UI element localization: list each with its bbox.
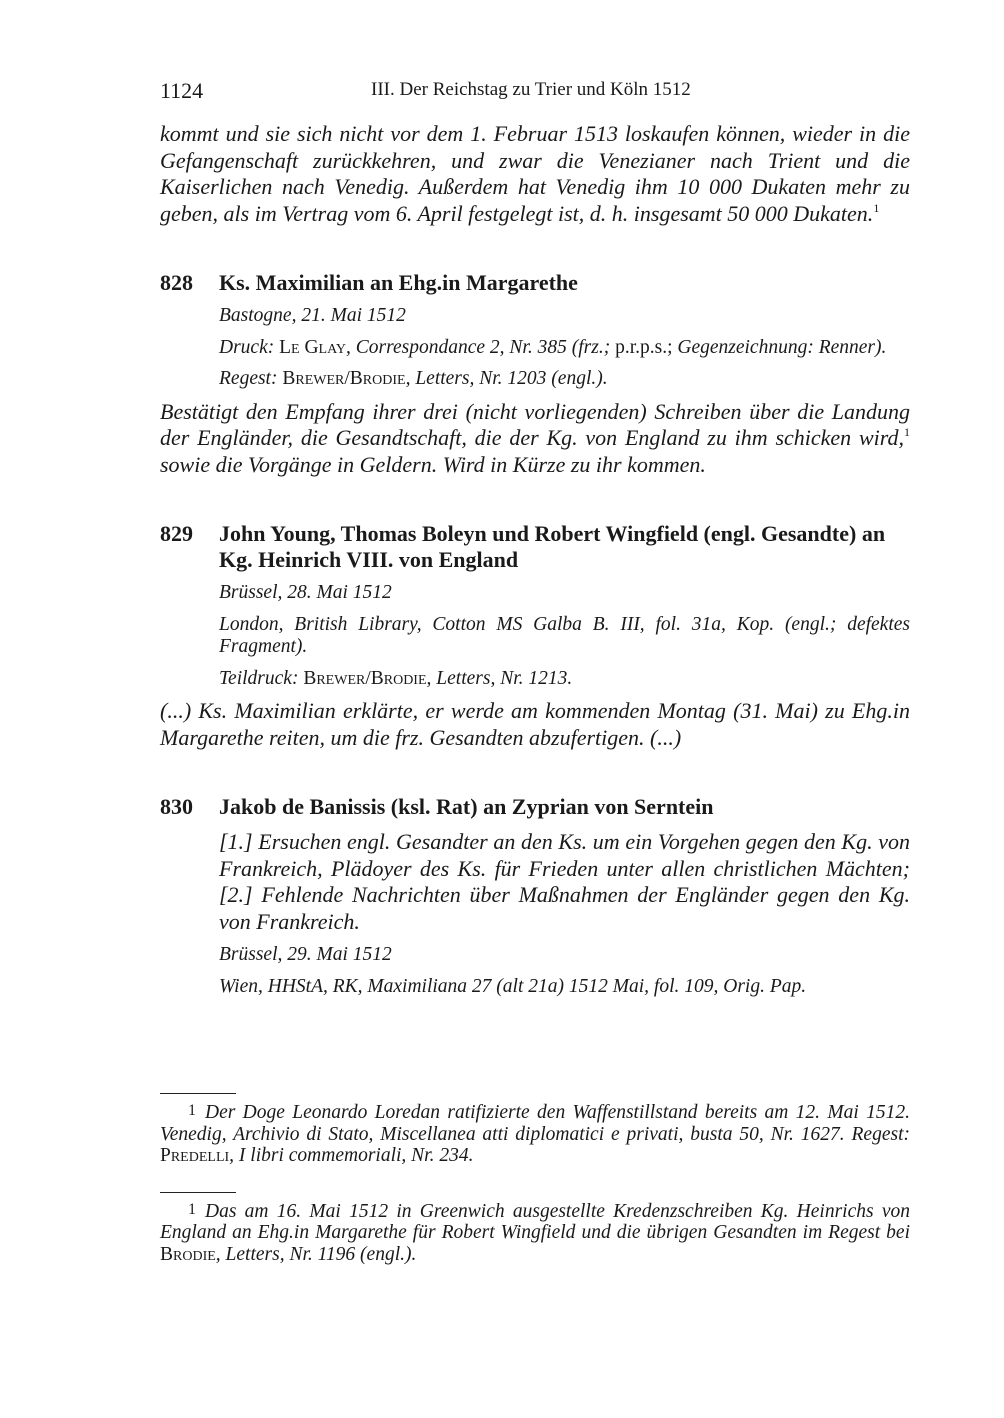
entry-829 [160, 521, 910, 751]
entry-regest: [1.] Ersuchen engl. Gesandter an den Ks. um ein Vorgehen gegen den Kg. von Frankreich, Plädoyer des Ks. für Frieden unter allen christlichen Mächten; [2.] Fehlende Nachrichten über Maßnahmen der Engländer gegen den Kg. von Frankreich. [219, 829, 910, 934]
footnote-rest: , I libri commemoriali, Nr. 234. [229, 1145, 474, 1166]
page-number: 1124 [160, 78, 204, 103]
source-reference: London, British Library, Cotton MS Galba B. III, fol. 31a, Kop. (engl.; defektes Fragment). [219, 613, 910, 657]
teildruck-rest: , Letters, Nr. 1213. [426, 667, 573, 689]
footnote-author: Predelli [160, 1145, 230, 1166]
footnote-rule [160, 1192, 236, 1193]
footnote-rest: , Letters, Nr. 1196 (engl.). [215, 1243, 417, 1265]
entry-heading [160, 521, 910, 573]
footnote-number: 1 [188, 1102, 196, 1119]
source-reference: Wien, HHStA, RK, Maximiliana 27 (alt 21a) 1512 Mai, fol. 109, Orig. Pap. [219, 975, 807, 997]
summary-text: Bestätigt den Empfang ihrer drei (nicht vorliegenden) Schreiben über die Landung der Engländer, die Gesandtschaft, die der Kg. von England zu ihm schicken wird, [160, 398, 910, 450]
footnote-number: 1 [188, 1200, 196, 1218]
print-reference [219, 337, 910, 360]
page-body [160, 78, 910, 998]
continued-text-body: kommt und sie sich nicht vor dem 1. Februar 1513 loskaufen können, wieder in die Gefangenschaft zurückkehren, und zwar die Venezianer nach Trient und die Kaiserlichen nach Venedig. Außerdem hat Venedig ihm 10 000 Dukaten mehr zu geben, als im Vertrag vom 6. April festgelegt ist, d. h. insgesamt 50 000 Dukaten. [160, 121, 910, 226]
teildruck-author: Brewer/Brodie [303, 667, 427, 689]
footnotes [160, 1093, 910, 1265]
entry-830 [160, 794, 910, 998]
entry-summary [160, 399, 910, 479]
entry-title: John Young, Thomas Boleyn und Robert Wingfield (engl. Gesandte) an Kg. Heinrich VIII. von England [219, 521, 886, 572]
footnote-ref[interactable]: 1 [873, 200, 880, 215]
footnote-ref[interactable]: 1 [904, 425, 910, 439]
running-title: III. Der Reichstag zu Trier und Köln 1512 [371, 79, 691, 100]
entry-number: 829 [160, 521, 193, 546]
partial-print-reference [219, 668, 910, 691]
summary-text-end: sowie die Vorgänge in Geldern. Wird in Kürze zu ihr kommen. [160, 451, 706, 477]
entry-title: Ks. Maximilian an Ehg.in Margarethe [219, 270, 578, 295]
place-date: Bastogne, 21. Mai 1512 [219, 305, 406, 326]
running-header [160, 78, 910, 106]
footnote-text: Das am 16. Mai 1512 in Greenwich ausgestellte Kredenzschreiben Kg. Heinrichs von England an Ehg.in Margarethe für Robert Wingfield und die übrigen Gesandten im Regest bei [160, 1200, 910, 1243]
entry-number: 830 [160, 794, 193, 819]
footnote-rule [160, 1093, 236, 1094]
entry-heading [160, 270, 910, 296]
regest-reference [219, 368, 910, 391]
druck-prps: p.r.p.s.; [610, 336, 673, 358]
druck-label: Druck: [219, 336, 275, 358]
druck-author: Le Glay [279, 336, 347, 358]
place-date: Brüssel, 29. Mai 1512 [219, 944, 392, 965]
entry-828 [160, 270, 910, 478]
druck-rest: Gegenzeichnung: Renner). [672, 336, 887, 358]
druck-work: , Correspondance 2, Nr. 385 (frz.; [346, 336, 611, 358]
regest-author: Brewer/Brodie [282, 368, 406, 389]
footnote-author: Brodie [160, 1243, 216, 1265]
entry-number: 828 [160, 270, 193, 295]
entry-title: Jakob de Banissis (ksl. Rat) an Zyprian von Serntein [219, 794, 714, 819]
entry-heading [160, 794, 910, 820]
regest-rest: , Letters, Nr. 1203 (engl.). [405, 368, 608, 389]
place-date: Brüssel, 28. Mai 1512 [219, 582, 392, 603]
teildruck-label: Teildruck: [219, 667, 299, 689]
regest-label: Regest: [219, 368, 278, 389]
footnote-text: Der Doge Leonardo Loredan ratifizierte den Waffenstillstand bereits am 12. Mai 1512. Venedig, Archivio di Stato, Miscellanea atti diplomatici e privati, busta 50, Nr. 1627. Regest: [160, 1102, 910, 1145]
footnote-1a [160, 1100, 910, 1167]
footnote-1b [160, 1199, 910, 1266]
continued-text [160, 121, 910, 227]
entry-summary: (...) Ks. Maximilian erklärte, er werde am kommenden Montag (31. Mai) zu Ehg.in Margarethe reiten, um die frz. Gesandten abzufertigen. (...) [160, 698, 910, 750]
